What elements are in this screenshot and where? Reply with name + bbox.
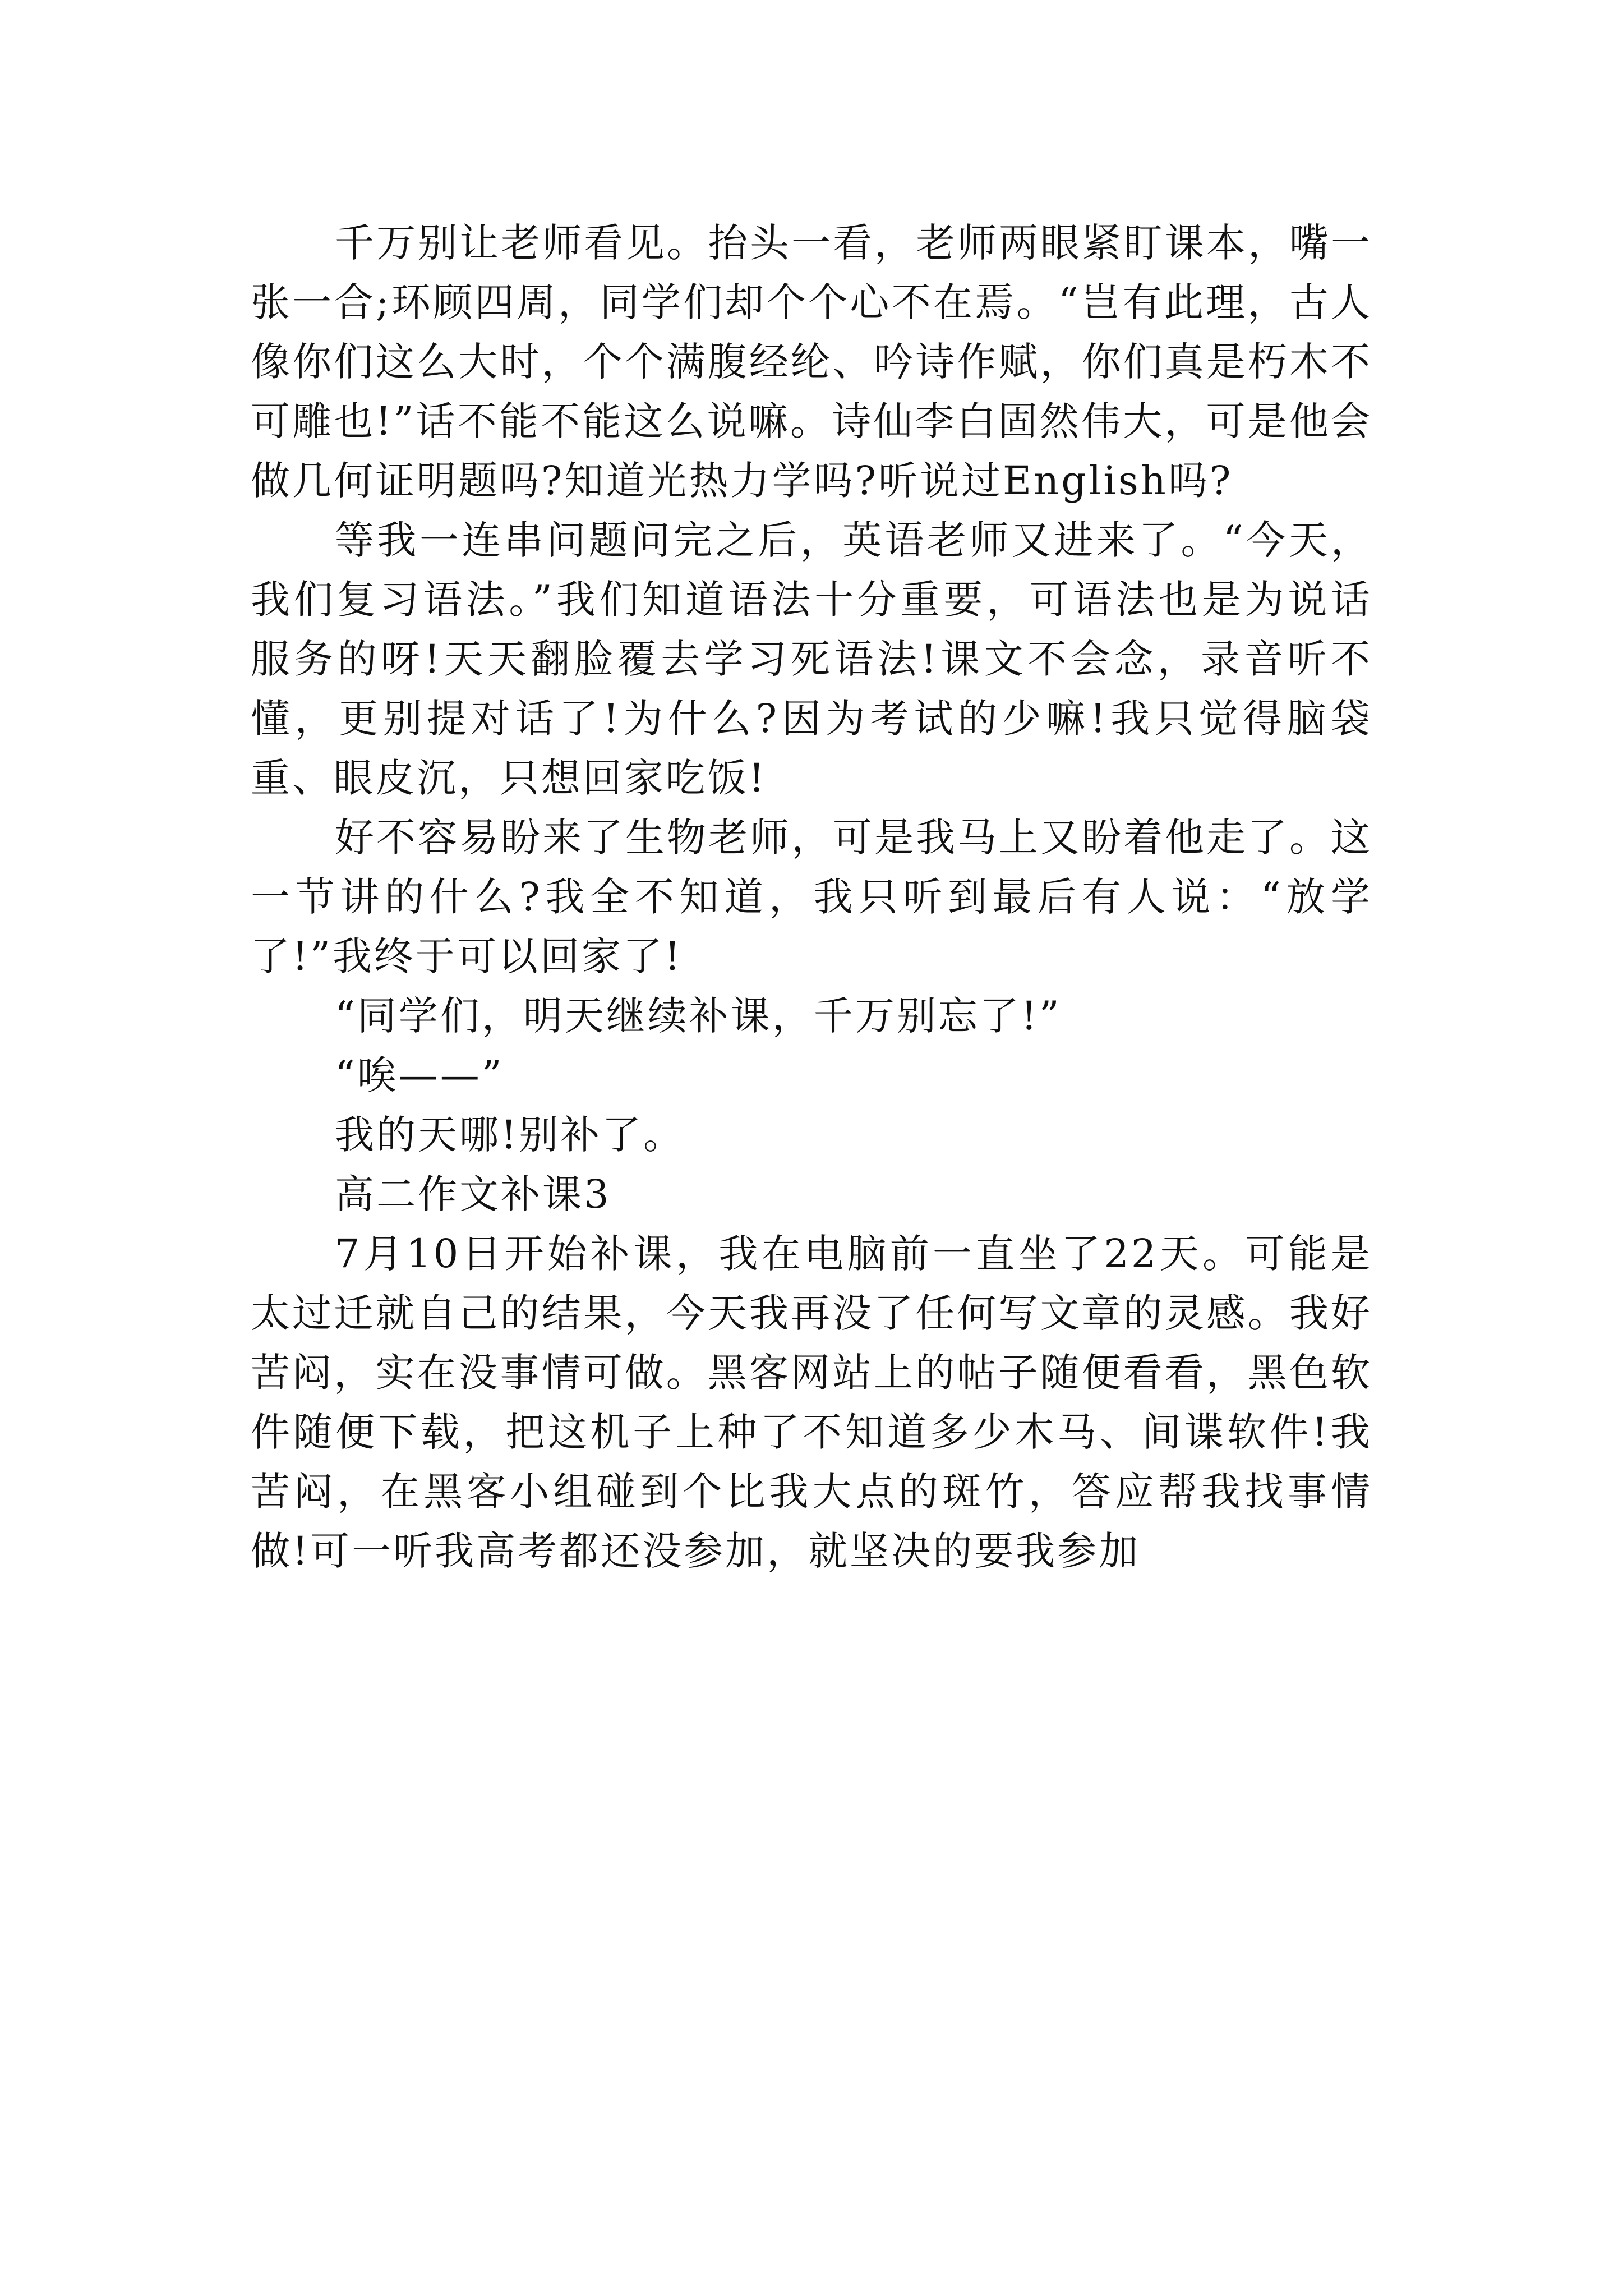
paragraph-3: 好不容易盼来了生物老师，可是我马上又盼着他走了。这一节讲的什么?我全不知道，我只听到最后有人说：“放学了!”我终于可以回家了! (251, 815, 1372, 979)
paragraph-1: 千万别让老师看见。抬头一看，老师两眼紧盯课本，嘴一张一合;环顾四周，同学们却个个心不在焉。“岂有此理，古人像你们这么大时，个个满腹经纶、吟诗作赋，你们真是朽木不可雕也!”话不能不能这么说嘛。诗仙李白固然伟大，可是他会做几何证明题吗?知道光热力学吗?听说过English吗? (251, 220, 1372, 504)
paragraph-5: “唉——” (335, 1052, 504, 1098)
paragraph-7: 7月10日开始补课，我在电脑前一直坐了22天。可能是太过迁就自己的结果，今天我再没了任何写文章的灵感。我好苦闷，实在没事情可做。黑客网站上的帖子随便看看，黑色软件随便下载，把这机子上种了不知道多少木马、间谍软件!我苦闷，在黑客小组碰到个比我大点的斑竹，答应帮我找事情做!可一听我高考都还没参加，就坚决的要我参加 (251, 1231, 1372, 1574)
paragraph-4: “同学们，明天继续补课，千万别忘了!” (335, 993, 1062, 1039)
section-heading: 高二作文补课3 (335, 1171, 611, 1217)
paragraph-6: 我的天哪!别补了。 (335, 1112, 685, 1158)
document-body (251, 213, 1372, 1581)
paragraph-2: 等我一连串问题问完之后，英语老师又进来了。“今天，我们复习语法。”我们知道语法十分重要，可语法也是为说话服务的呀!天天翻脸覆去学习死语法!课文不会念，录音听不懂，更别提对话了!为什么?因为考试的少嘛!我只觉得脑袋重、眼皮沉，只想回家吃饭! (251, 517, 1372, 801)
